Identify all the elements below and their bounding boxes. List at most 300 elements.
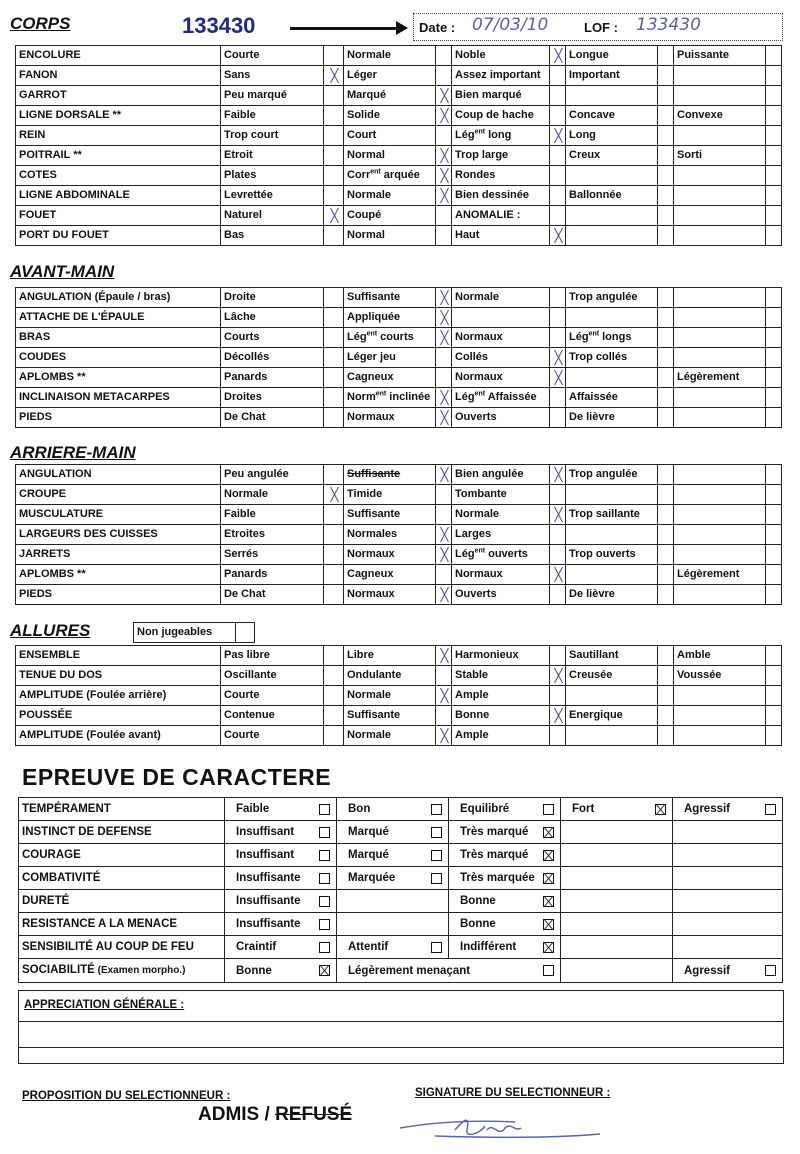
checkbox-sautillant[interactable] [658, 646, 674, 666]
checkbox-trop-angulee[interactable] [658, 465, 674, 485]
checkbox-normaux[interactable] [550, 565, 566, 585]
checkbox-puissante[interactable] [766, 46, 782, 66]
row-pieds [16, 585, 782, 605]
checkbox-solide[interactable] [436, 106, 452, 126]
checkbox[interactable] [543, 850, 554, 861]
checkbox-long[interactable] [658, 126, 674, 146]
option-energique: Energique [566, 706, 658, 726]
option-corr-ent-arquee: Corr$^{ent}$ arquée [344, 166, 436, 186]
refuse-option[interactable]: REFUSÉ [275, 1104, 353, 1125]
row-durete [19, 890, 783, 913]
checkbox[interactable] [431, 942, 442, 953]
option-etroites: Etroites [221, 525, 324, 545]
checkbox[interactable] [543, 873, 554, 884]
checkbox-normale[interactable] [550, 505, 566, 525]
option-label: Indifférent [460, 941, 517, 953]
option-ouverts: Ouverts [452, 408, 550, 428]
empty-cell [674, 166, 766, 186]
checkbox[interactable] [319, 919, 330, 930]
criterion-label: ANGULATION (Épaule / bras) [16, 288, 221, 308]
checkbox-slot-3[interactable] [658, 565, 674, 585]
option-marquee[interactable] [337, 867, 449, 890]
option-bonne[interactable] [449, 890, 561, 913]
criterion-label: MUSCULATURE [16, 505, 221, 525]
checkbox-etroites[interactable] [324, 525, 344, 545]
option-craintif[interactable] [225, 936, 337, 959]
empty-box [766, 126, 782, 146]
checkbox-de-lievre[interactable] [658, 408, 674, 428]
option-peu-angulee: Peu angulée [221, 465, 324, 485]
option-droite: Droite [221, 288, 324, 308]
option-ample: Ample [452, 686, 550, 706]
option-bien-dessinee: Bien dessinée [452, 186, 550, 206]
criterion-label: PIEDS [16, 585, 221, 605]
row-aplombs [16, 565, 782, 585]
row-inclinaison-metacarpes [16, 388, 782, 408]
criterion-label: INCLINAISON METACARPES [16, 388, 221, 408]
checkbox[interactable] [319, 942, 330, 953]
checkbox-leger[interactable] [436, 66, 452, 86]
option-de-lievre: De lièvre [566, 408, 658, 428]
row-rein [16, 126, 782, 146]
option-marque[interactable] [337, 821, 449, 844]
checkbox-ouverts[interactable] [550, 585, 566, 605]
checkbox-legerement[interactable] [766, 368, 782, 388]
checkbox-plates[interactable] [324, 166, 344, 186]
option-tres-marque[interactable] [449, 844, 561, 867]
checkbox-legerement[interactable] [766, 565, 782, 585]
empty-box [766, 408, 782, 428]
checkbox-leg-ent-longs[interactable] [658, 328, 674, 348]
checkbox-creusee[interactable] [658, 666, 674, 686]
checkbox-trop-saillante[interactable] [658, 505, 674, 525]
criterion-label: TEMPÉRAMENT [19, 798, 225, 821]
option-stable: Stable [452, 666, 550, 686]
checkbox-assez-important[interactable] [550, 66, 566, 86]
checkbox-norm-ent-inclinee[interactable] [436, 388, 452, 408]
row-tenue-du-dos [16, 666, 782, 686]
option-pas-libre: Pas libre [221, 646, 324, 666]
checkbox-affaissee[interactable] [658, 388, 674, 408]
checkbox-bonne[interactable] [550, 706, 566, 726]
row-amplitude-foulee-avant [16, 726, 782, 746]
option-oscillante: Oscillante [221, 666, 324, 686]
option-bonne[interactable] [449, 913, 561, 936]
option-amble: Amble [674, 646, 766, 666]
empty-box [766, 166, 782, 186]
checkbox[interactable] [431, 873, 442, 884]
checkbox[interactable] [543, 827, 554, 838]
row-bras [16, 328, 782, 348]
checkbox[interactable] [655, 804, 666, 815]
checkbox-cagneux[interactable] [436, 368, 452, 388]
checkbox-coup-de-hache[interactable] [550, 106, 566, 126]
empty-cell [674, 545, 766, 565]
checkbox-normale[interactable] [436, 186, 452, 206]
option-agressif[interactable] [673, 798, 783, 821]
arriere-main-table [15, 464, 782, 605]
criterion-label: COMBATIVITÉ [19, 867, 225, 890]
checkbox[interactable] [765, 804, 776, 815]
checkbox-normaux[interactable] [550, 368, 566, 388]
checkbox-suffisante[interactable] [436, 465, 452, 485]
checkbox-de-chat[interactable] [324, 408, 344, 428]
option-marque[interactable] [337, 844, 449, 867]
checkbox[interactable] [319, 965, 330, 976]
checkbox-ample[interactable] [550, 686, 566, 706]
criterion-label: CROUPE [16, 485, 221, 505]
option-affaissee: Affaissée [566, 388, 658, 408]
checkbox-bien-marque[interactable] [550, 86, 566, 106]
checkbox-important[interactable] [658, 66, 674, 86]
empty-cell [561, 913, 673, 936]
option-rondes: Rondes [452, 166, 550, 186]
checkbox-normaux[interactable] [436, 585, 452, 605]
checkbox[interactable] [319, 896, 330, 907]
row-combativite [19, 867, 783, 890]
option-bas: Bas [221, 226, 324, 246]
empty-box [550, 308, 566, 328]
empty-cell [674, 726, 766, 746]
option-sautillant: Sautillant [566, 646, 658, 666]
checkbox-normal[interactable] [436, 146, 452, 166]
option-label: Marqué [348, 826, 389, 838]
criterion-label: COTES [16, 166, 221, 186]
checkbox-longue[interactable] [658, 46, 674, 66]
row-jarrets [16, 545, 782, 565]
checkbox-courte[interactable] [324, 726, 344, 746]
option-faible[interactable] [225, 798, 337, 821]
checkbox-bien-dessinee[interactable] [550, 186, 566, 206]
option-label: Très marquée [460, 872, 535, 884]
option-agressif[interactable]: Agressif [673, 959, 783, 983]
checkbox[interactable] [319, 873, 330, 884]
checkbox-suffisante[interactable] [436, 505, 452, 525]
option-normal: Normal [344, 226, 436, 246]
checkbox[interactable] [543, 919, 554, 930]
date-lof-box [413, 13, 783, 41]
option-larges: Larges [452, 525, 550, 545]
checkbox-slot-3[interactable] [658, 368, 674, 388]
checkbox-tombante[interactable] [550, 485, 566, 505]
checkbox-suffisante[interactable] [436, 706, 452, 726]
option-faible: Faible [221, 505, 324, 525]
checkbox[interactable] [765, 965, 776, 976]
empty-cell [566, 226, 658, 246]
criterion-label: SOCIABILITÉ (Examen morpho.) [19, 959, 225, 983]
section-title-caractere: EPREUVE DE CARACTERE [22, 764, 332, 790]
checkbox-normale[interactable] [324, 485, 344, 505]
row-amplitude-foulee-arriere [16, 686, 782, 706]
checkbox-leger-jeu[interactable] [436, 348, 452, 368]
row-sociabilite [19, 959, 783, 983]
checkbox-normale[interactable] [436, 46, 452, 66]
checkbox-contenue[interactable] [324, 706, 344, 726]
checkbox-decolles[interactable] [324, 348, 344, 368]
checkbox-voussee[interactable] [766, 666, 782, 686]
empty-cell [674, 388, 766, 408]
checkbox-trop-angulee[interactable] [658, 288, 674, 308]
empty-cell [566, 686, 658, 706]
appreciation-line-2[interactable] [19, 1047, 783, 1048]
option-normale: Normale [344, 686, 436, 706]
non-jugeables-checkbox[interactable] [235, 623, 254, 643]
option-sorti: Sorti [674, 146, 766, 166]
option-indifferent[interactable] [449, 936, 561, 959]
criterion-label: ATTACHE DE L'ÉPAULE [16, 308, 221, 328]
checkbox-peu-angulee[interactable] [324, 465, 344, 485]
checkbox[interactable] [431, 827, 442, 838]
checkbox-panards[interactable] [324, 565, 344, 585]
criterion-label: JARRETS [16, 545, 221, 565]
checkbox-haut[interactable] [550, 226, 566, 246]
checkbox-courts[interactable] [324, 328, 344, 348]
option-insuffisant[interactable] [225, 821, 337, 844]
checkbox-panards[interactable] [324, 368, 344, 388]
criterion-label: LIGNE DORSALE ** [16, 106, 221, 126]
option-ample: Ample [452, 726, 550, 746]
checkbox[interactable] [319, 850, 330, 861]
checkbox-timide[interactable] [436, 485, 452, 505]
option-assez-important: Assez important [452, 66, 550, 86]
checkbox-amble[interactable] [766, 646, 782, 666]
option-label: Faible [236, 803, 270, 815]
date-label: Date : [419, 20, 456, 35]
date-value[interactable]: 07/03/10 [472, 15, 549, 35]
checkbox-coupe[interactable] [436, 206, 452, 226]
checkbox-courte[interactable] [324, 686, 344, 706]
checkbox-normaux[interactable] [436, 545, 452, 565]
checkbox-naturel[interactable] [324, 206, 344, 226]
checkbox-pas-libre[interactable] [324, 646, 344, 666]
empty-cell [674, 408, 766, 428]
checkbox-normaux[interactable] [436, 408, 452, 428]
empty-box [766, 465, 782, 485]
checkbox-court[interactable] [436, 126, 452, 146]
checkbox[interactable] [431, 804, 442, 815]
option-label: Insuffisant [236, 849, 295, 861]
lof-value[interactable]: 133430 [636, 15, 701, 35]
checkbox[interactable] [319, 804, 330, 815]
option-harmonieux: Harmonieux [452, 646, 550, 666]
option-attentif[interactable] [337, 936, 449, 959]
checkbox-corr-ent-arquee[interactable] [436, 166, 452, 186]
empty-cell [674, 86, 766, 106]
row-attache-de-l-epaule [16, 308, 782, 328]
row-instinct-de-defense [19, 821, 783, 844]
option-label: Insuffisant [236, 826, 295, 838]
corps-table [15, 45, 782, 246]
option-etroit: Etroit [221, 146, 324, 166]
option-insuffisant[interactable] [225, 844, 337, 867]
empty-cell [673, 890, 783, 913]
checkbox-larges[interactable] [550, 525, 566, 545]
option-panards: Panards [221, 368, 324, 388]
criterion-label: PORT DU FOUET [16, 226, 221, 246]
empty-cell [674, 348, 766, 368]
empty-box [766, 206, 782, 226]
option-tres-marque[interactable] [449, 821, 561, 844]
checkbox-leg-ent-ouverts[interactable] [550, 545, 566, 565]
checkbox-faible[interactable] [324, 505, 344, 525]
checkbox-leg-ent-courts[interactable] [436, 328, 452, 348]
option-tres-marquee[interactable] [449, 867, 561, 890]
option-trop-large: Trop large [452, 146, 550, 166]
checkbox-ample[interactable] [550, 726, 566, 746]
row-fouet [16, 206, 782, 226]
proposition-label: PROPOSITION DU SELECTIONNEUR : [22, 1090, 231, 1102]
appreciation-label: APPRECIATION GÉNÉRALE : [24, 999, 185, 1011]
checkbox-cagneux[interactable] [436, 565, 452, 585]
option-label: Bon [348, 803, 371, 815]
criterion-label: APLOMBS ** [16, 368, 221, 388]
option-equilibre[interactable] [449, 798, 561, 821]
checkbox-appliquee[interactable] [436, 308, 452, 328]
caractere-table [18, 797, 783, 983]
checkbox-libre[interactable] [436, 646, 452, 666]
option-bonne[interactable]: Bonne [225, 959, 337, 983]
checkbox-oscillante[interactable] [324, 666, 344, 686]
checkbox-trop-ouverts[interactable] [658, 545, 674, 565]
option-insuffisante[interactable] [225, 890, 337, 913]
empty-box [766, 525, 782, 545]
empty-cell [674, 706, 766, 726]
criterion-label: POUSSÉE [16, 706, 221, 726]
checkbox-levrettee[interactable] [324, 186, 344, 206]
option-leg-ent-ouverts: Lég$^{ent}$ ouverts [452, 545, 550, 565]
checkbox-serres[interactable] [324, 545, 344, 565]
option-panards: Panards [221, 565, 324, 585]
checkbox[interactable] [319, 827, 330, 838]
option-normaux: Normaux [344, 408, 436, 428]
option-bonne: Bonne [452, 706, 550, 726]
checkbox-ballonnee[interactable] [658, 186, 674, 206]
option-label: Marqué [348, 849, 389, 861]
checkbox[interactable] [431, 850, 442, 861]
option-creusee: Creusée [566, 666, 658, 686]
checkbox-normaux[interactable] [550, 328, 566, 348]
option-legerement: Légèrement [674, 368, 766, 388]
empty-box [658, 686, 674, 706]
checkbox-stable[interactable] [550, 666, 566, 686]
checkbox-sans[interactable] [324, 66, 344, 86]
checkbox-de-chat[interactable] [324, 585, 344, 605]
checkbox-leg-ent-affaissee[interactable] [550, 388, 566, 408]
empty-box [766, 308, 782, 328]
checkbox-marque[interactable] [436, 86, 452, 106]
checkbox-ouverts[interactable] [550, 408, 566, 428]
checkbox[interactable] [543, 804, 554, 815]
checkbox[interactable] [543, 896, 554, 907]
option-plates: Plates [221, 166, 324, 186]
option-levrettee: Levrettée [221, 186, 324, 206]
checkbox-sorti[interactable] [766, 146, 782, 166]
empty-cell [674, 308, 766, 328]
checkbox-creux[interactable] [658, 146, 674, 166]
option-tombante: Tombante [452, 485, 550, 505]
appreciation-line-1[interactable] [19, 1021, 783, 1022]
avant-main-table [15, 287, 782, 428]
empty-box [766, 388, 782, 408]
checkbox-convexe[interactable] [766, 106, 782, 126]
empty-cell [452, 308, 550, 328]
checkbox-peu-marque[interactable] [324, 86, 344, 106]
checkbox-normales[interactable] [436, 525, 452, 545]
checkbox-trop-court[interactable] [324, 126, 344, 146]
admis-option[interactable]: ADMIS / [198, 1104, 270, 1125]
empty-box [658, 525, 674, 545]
checkbox-faible[interactable] [324, 106, 344, 126]
checkbox-droite[interactable] [324, 288, 344, 308]
criterion-label: INSTINCT DE DEFENSE [19, 821, 225, 844]
arrow-head-icon [396, 21, 408, 35]
checkbox-concave[interactable] [658, 106, 674, 126]
checkbox-de-lievre[interactable] [658, 585, 674, 605]
checkbox-leg-ent-long[interactable] [550, 126, 566, 146]
checkbox-courte[interactable] [324, 46, 344, 66]
criterion-label: ENSEMBLE [16, 646, 221, 666]
checkbox-normale[interactable] [436, 686, 452, 706]
empty-cell [674, 226, 766, 246]
checkbox-energique[interactable] [658, 706, 674, 726]
checkbox[interactable] [543, 942, 554, 953]
checkbox-rondes[interactable] [550, 166, 566, 186]
row-largeurs-des-cuisses [16, 525, 782, 545]
option-legerement-menacant[interactable]: Légèrement menaçant [337, 959, 561, 983]
row-coudes [16, 348, 782, 368]
option-creux: Creux [566, 146, 658, 166]
row-croupe [16, 485, 782, 505]
checkbox-suffisante[interactable] [436, 288, 452, 308]
empty-box [766, 545, 782, 565]
empty-cell [673, 936, 783, 959]
option-bien-marque: Bien marqué [452, 86, 550, 106]
checkbox-anomalie[interactable] [550, 206, 566, 226]
checkbox-trop-large[interactable] [550, 146, 566, 166]
row-musculature [16, 505, 782, 525]
checkbox-ondulante[interactable] [436, 666, 452, 686]
option-insuffisante[interactable] [225, 867, 337, 890]
checkbox[interactable] [543, 965, 554, 976]
checkbox-lache[interactable] [324, 308, 344, 328]
checkbox-droites[interactable] [324, 388, 344, 408]
empty-box [658, 86, 674, 106]
option-faible: Faible [221, 106, 324, 126]
empty-box [658, 485, 674, 505]
option-insuffisante[interactable] [225, 913, 337, 936]
empty-box [766, 186, 782, 206]
option-fort[interactable] [561, 798, 673, 821]
empty-cell [674, 288, 766, 308]
checkbox-bien-angulee[interactable] [550, 465, 566, 485]
option-trop-angulee: Trop angulée [566, 465, 658, 485]
checkbox-trop-colles[interactable] [658, 348, 674, 368]
empty-box [658, 726, 674, 746]
checkbox-normale[interactable] [436, 726, 452, 746]
checkbox-noble[interactable] [550, 46, 566, 66]
checkbox-normale[interactable] [550, 288, 566, 308]
checkbox-etroit[interactable] [324, 146, 344, 166]
checkbox-harmonieux[interactable] [550, 646, 566, 666]
checkbox-bas[interactable] [324, 226, 344, 246]
empty-cell [337, 913, 449, 936]
option-bon[interactable] [337, 798, 449, 821]
empty-cell [561, 867, 673, 890]
checkbox-normal[interactable] [436, 226, 452, 246]
checkbox-colles[interactable] [550, 348, 566, 368]
empty-cell [561, 936, 673, 959]
option-leg-ent-longs: Lég$^{ent}$ longs [566, 328, 658, 348]
